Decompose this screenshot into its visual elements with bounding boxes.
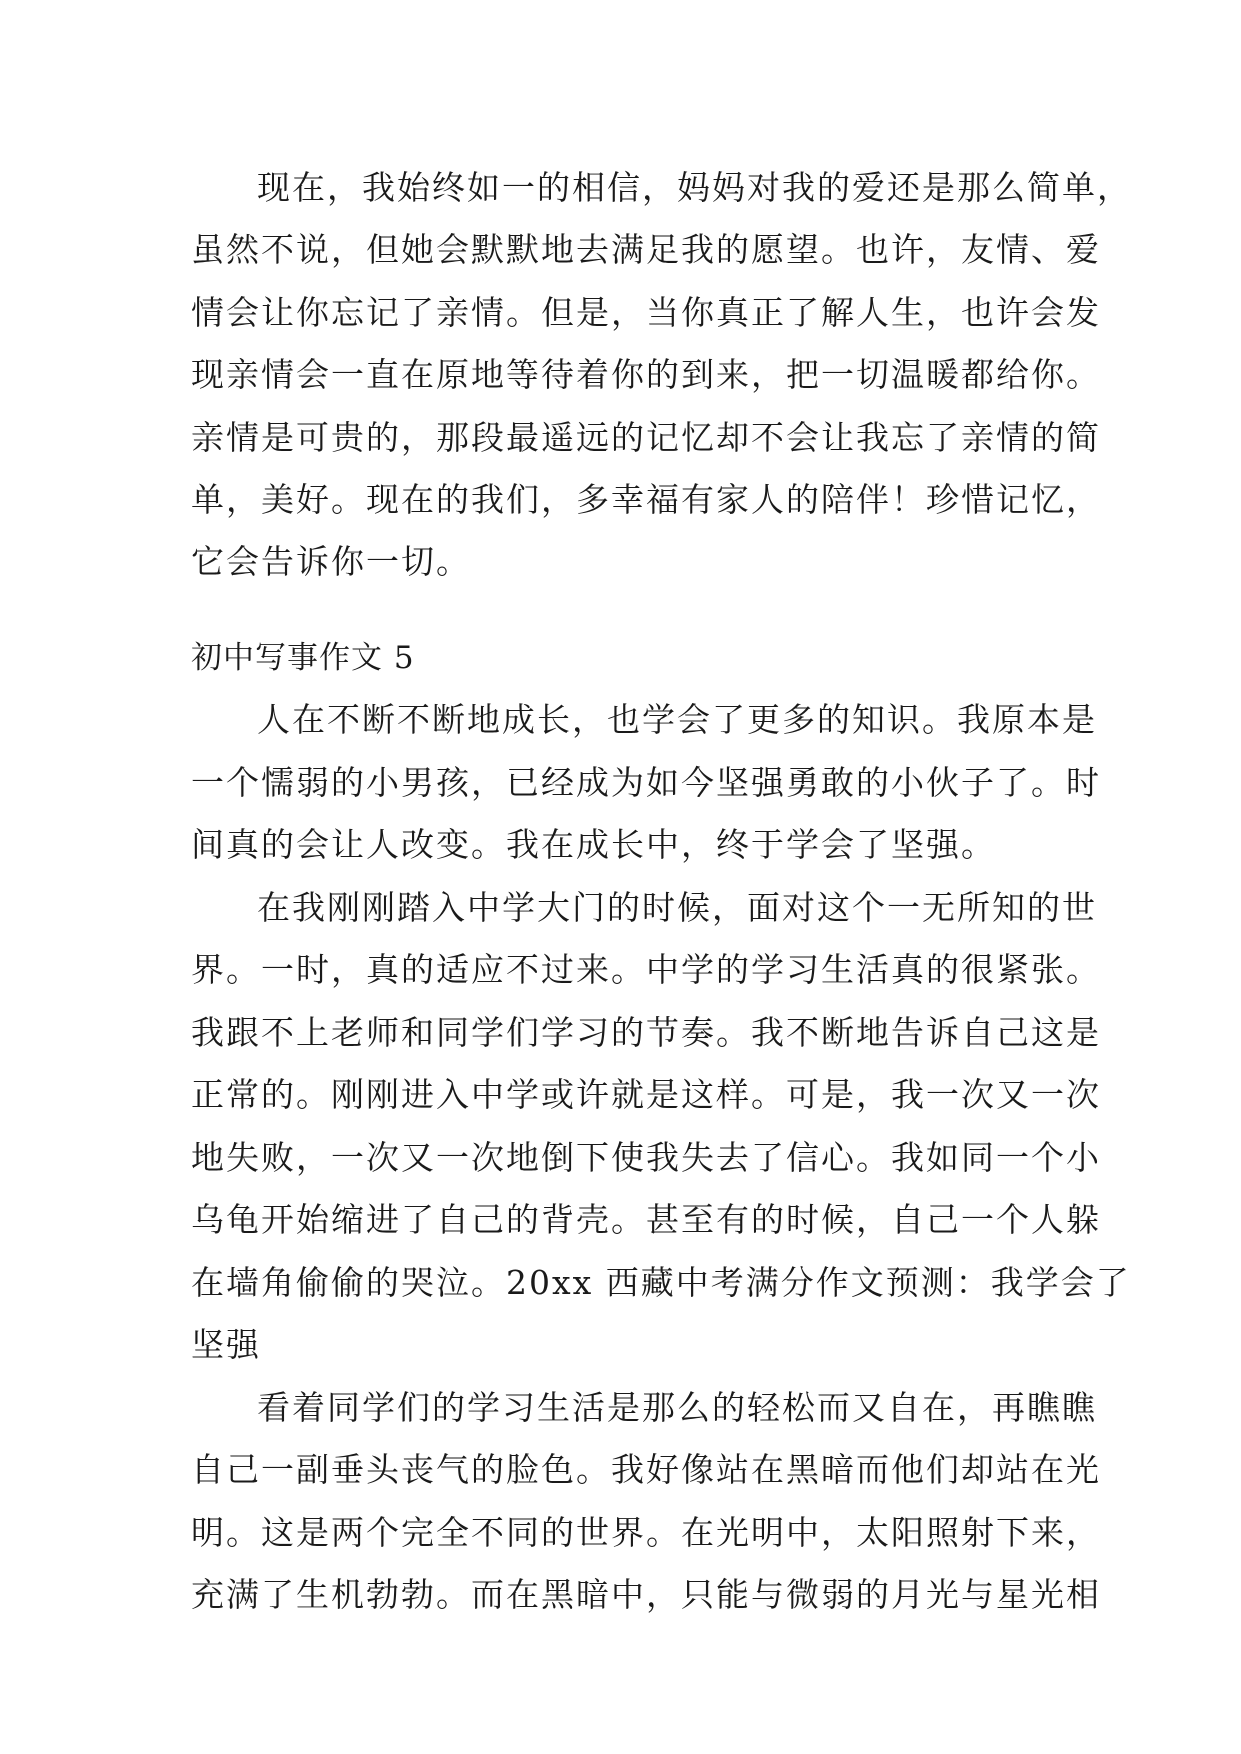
- text-line: 它会告诉你一切。: [191, 542, 471, 581]
- text-line: 正常的。刚刚进入中学或许就是这样。可是，我一次又一次: [191, 1075, 1101, 1114]
- text-line: 我跟不上老师和同学们学习的节奏。我不断地告诉自己这是: [191, 1013, 1101, 1052]
- text-line: 亲情是可贵的，那段最遥远的记忆却不会让我忘了亲情的简: [191, 418, 1101, 457]
- text-line: 乌龟开始缩进了自己的背壳。甚至有的时候，自己一个人躲: [191, 1200, 1101, 1239]
- section-heading: 初中写事作文 5: [191, 640, 415, 676]
- text-line: 人在不断不断地成长，也学会了更多的知识。我原本是: [257, 700, 1097, 739]
- text-line: 现亲情会一直在原地等待着你的到来，把一切温暖都给你。: [191, 355, 1101, 394]
- text-line: 间真的会让人改变。我在成长中，终于学会了坚强。: [191, 825, 996, 864]
- text-line: 界。一时，真的适应不过来。中学的学习生活真的很紧张。: [191, 950, 1101, 989]
- text-line: 充满了生机勃勃。而在黑暗中，只能与微弱的月光与星光相: [191, 1575, 1101, 1614]
- text-line: 单，美好。现在的我们，多幸福有家人的陪伴！珍惜记忆，: [191, 480, 1101, 519]
- text-line: 在墙角偷偷的哭泣。20xx 西藏中考满分作文预测：我学会了: [191, 1263, 1131, 1302]
- text-line: 坚强: [191, 1325, 261, 1364]
- text-line: 明。这是两个完全不同的世界。在光明中，太阳照射下来，: [191, 1513, 1101, 1552]
- text-line: 情会让你忘记了亲情。但是，当你真正了解人生，也许会发: [191, 293, 1101, 332]
- text-line: 看着同学们的学习生活是那么的轻松而又自在，再瞧瞧: [257, 1388, 1097, 1427]
- text-line: 现在，我始终如一的相信，妈妈对我的爱还是那么简单，: [257, 168, 1132, 207]
- text-line: 地失败，一次又一次地倒下使我失去了信心。我如同一个小: [191, 1138, 1101, 1177]
- text-line: 在我刚刚踏入中学大门的时候，面对这个一无所知的世: [257, 888, 1097, 927]
- text-line: 自己一副垂头丧气的脸色。我好像站在黑暗而他们却站在光: [191, 1450, 1101, 1489]
- text-line: 一个懦弱的小男孩，已经成为如今坚强勇敢的小伙子了。时: [191, 763, 1101, 802]
- text-line: 虽然不说，但她会默默地去满足我的愿望。也许，友情、爱: [191, 230, 1101, 269]
